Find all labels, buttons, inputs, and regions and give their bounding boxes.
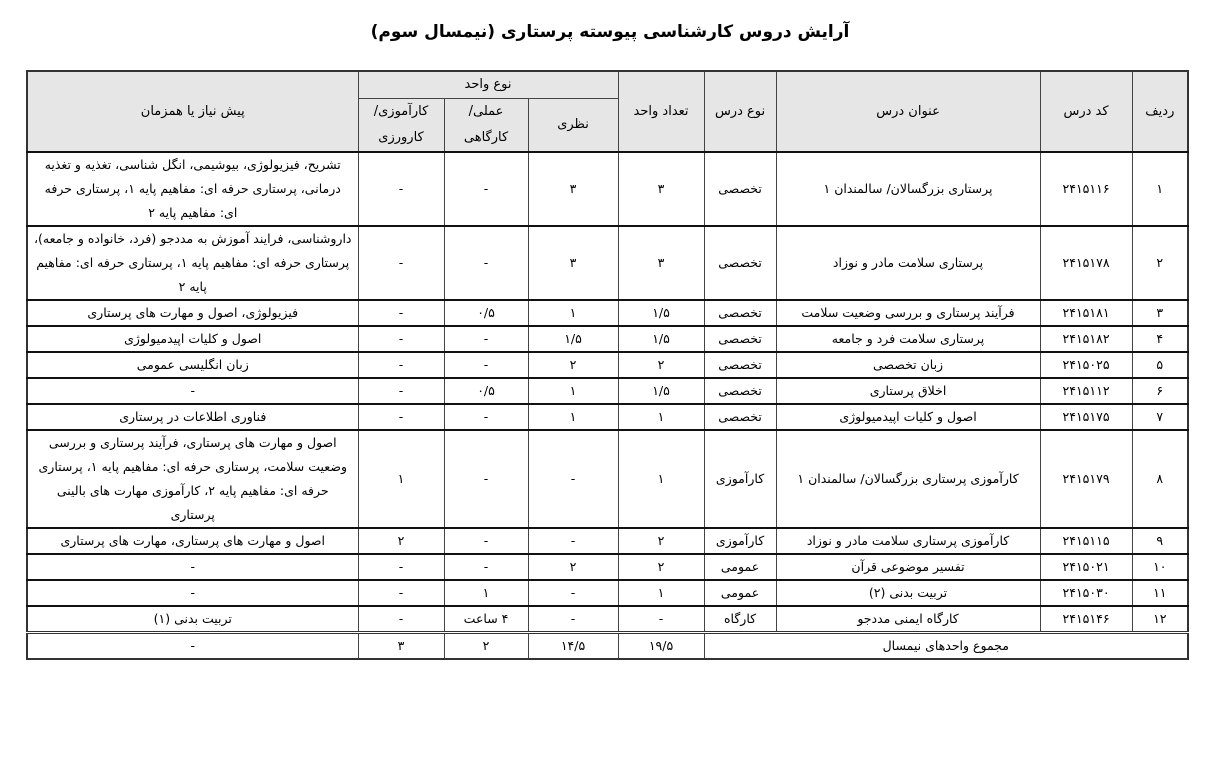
- table-row: [27, 606, 1188, 633]
- theory-units: -: [528, 606, 618, 633]
- row-number: ۸: [1132, 430, 1188, 528]
- course-title: زبان تخصصی: [776, 352, 1040, 378]
- header-units: تعداد واحد: [618, 71, 704, 152]
- internship-units: -: [358, 226, 444, 300]
- course-code: ۲۴۱۵۱۱۵: [1040, 528, 1132, 554]
- course-code: ۲۴۱۵۰۲۱: [1040, 554, 1132, 580]
- practical-units: -: [444, 430, 528, 528]
- prerequisite: زبان انگلیسی عمومی: [27, 352, 358, 378]
- header-course-type: نوع درس: [704, 71, 776, 152]
- course-title: اخلاق پرستاری: [776, 378, 1040, 404]
- total-prereq: -: [27, 633, 358, 660]
- row-number: ۳: [1132, 300, 1188, 326]
- unit-count: ۱/۵: [618, 378, 704, 404]
- unit-count: ۲: [618, 554, 704, 580]
- row-number: ۹: [1132, 528, 1188, 554]
- prerequisite: تشریح، فیزیولوژی، بیوشیمی، انگل شناسی، تغذیه و تغذیه درمانی، پرستاری حرفه ای: مفاهیم پایه ۱، پرستاری حرفه ای: مفاهیم پایه ۲: [27, 152, 358, 226]
- internship-units: -: [358, 378, 444, 404]
- theory-units: ۲: [528, 554, 618, 580]
- theory-units: -: [528, 580, 618, 606]
- course-type: عمومی: [704, 580, 776, 606]
- course-code: ۲۴۱۵۱۷۹: [1040, 430, 1132, 528]
- theory-units: ۱: [528, 404, 618, 430]
- prerequisite: اصول و کلیات اپیدمیولوژی: [27, 326, 358, 352]
- practical-units: -: [444, 528, 528, 554]
- table-row: [27, 554, 1188, 580]
- row-number: ۲: [1132, 226, 1188, 300]
- internship-units: -: [358, 300, 444, 326]
- row-number: ۶: [1132, 378, 1188, 404]
- theory-units: ۱: [528, 300, 618, 326]
- table-row: [27, 528, 1188, 554]
- course-title: اصول و کلیات اپیدمیولوژی: [776, 404, 1040, 430]
- course-title: پرستاری بزرگسالان/ سالمندان ۱: [776, 152, 1040, 226]
- course-type: تخصصی: [704, 152, 776, 226]
- internship-units: -: [358, 554, 444, 580]
- course-title: کارگاه ایمنی مددجو: [776, 606, 1040, 633]
- course-code: ۲۴۱۵۱۷۵: [1040, 404, 1132, 430]
- course-table: [26, 70, 1189, 660]
- table-row: [27, 352, 1188, 378]
- table-row: [27, 152, 1188, 226]
- theory-units: ۳: [528, 152, 618, 226]
- practical-units: ۴ ساعت: [444, 606, 528, 633]
- total-theory: ۱۴/۵: [528, 633, 618, 660]
- prerequisite: فیزیولوژی، اصول و مهارت های پرستاری: [27, 300, 358, 326]
- course-type: کارآموزی: [704, 528, 776, 554]
- row-number: ۱۲: [1132, 606, 1188, 633]
- prerequisite: داروشناسی، فرایند آموزش به مددجو (فرد، خانواده و جامعه)، پرستاری حرفه ای: مفاهیم پایه ۱، پرستاری حرفه ای: مفاهیم پایه ۲: [27, 226, 358, 300]
- practical-units: -: [444, 326, 528, 352]
- prerequisite: -: [27, 554, 358, 580]
- header-course-title: عنوان درس: [776, 71, 1040, 152]
- prerequisite: تربیت بدنی (۱): [27, 606, 358, 633]
- internship-units: -: [358, 606, 444, 633]
- unit-count: ۱: [618, 580, 704, 606]
- internship-units: -: [358, 326, 444, 352]
- header-internship: کارآموزی/ کارورزی: [358, 99, 444, 153]
- course-type: تخصصی: [704, 300, 776, 326]
- total-units: ۱۹/۵: [618, 633, 704, 660]
- internship-units: -: [358, 580, 444, 606]
- course-title: تربیت بدنی (۲): [776, 580, 1040, 606]
- course-code: ۲۴۱۵۱۱۲: [1040, 378, 1132, 404]
- course-code: ۲۴۱۵۱۸۲: [1040, 326, 1132, 352]
- header-practical: عملی/ کارگاهی: [444, 99, 528, 153]
- total-practical: ۲: [444, 633, 528, 660]
- unit-count: -: [618, 606, 704, 633]
- total-row: [27, 633, 1188, 660]
- row-number: ۴: [1132, 326, 1188, 352]
- course-title: کارآموزی پرستاری سلامت مادر و نوزاد: [776, 528, 1040, 554]
- internship-units: -: [358, 404, 444, 430]
- header-code: کد درس: [1040, 71, 1132, 152]
- page-title: آرایش دروس کارشناسی پیوسته پرستاری (نیمسال سوم): [370, 22, 850, 42]
- practical-units: -: [444, 226, 528, 300]
- course-code: ۲۴۱۵۱۸۱: [1040, 300, 1132, 326]
- theory-units: ۱/۵: [528, 326, 618, 352]
- practical-units: -: [444, 404, 528, 430]
- course-code: ۲۴۱۵۱۱۶: [1040, 152, 1132, 226]
- course-title: پرستاری سلامت فرد و جامعه: [776, 326, 1040, 352]
- practical-units: -: [444, 152, 528, 226]
- prerequisite: فناوری اطلاعات در پرستاری: [27, 404, 358, 430]
- course-type: تخصصی: [704, 226, 776, 300]
- prerequisite: اصول و مهارت های پرستاری، مهارت های پرستاری: [27, 528, 358, 554]
- theory-units: ۲: [528, 352, 618, 378]
- course-type: کارآموزی: [704, 430, 776, 528]
- course-title: فرآیند پرستاری و بررسی وضعیت سلامت: [776, 300, 1040, 326]
- row-number: ۱۱: [1132, 580, 1188, 606]
- course-type: تخصصی: [704, 352, 776, 378]
- header-theory: نظری: [528, 99, 618, 153]
- table-row: [27, 326, 1188, 352]
- row-number: ۷: [1132, 404, 1188, 430]
- course-type: عمومی: [704, 554, 776, 580]
- unit-count: ۱/۵: [618, 326, 704, 352]
- header-prereq: پیش نیاز یا همزمان: [27, 71, 358, 152]
- practical-units: -: [444, 352, 528, 378]
- course-title: کارآموزی پرستاری بزرگسالان/ سالمندان ۱: [776, 430, 1040, 528]
- prerequisite: -: [27, 580, 358, 606]
- prerequisite: -: [27, 378, 358, 404]
- unit-count: ۲: [618, 528, 704, 554]
- row-number: ۱۰: [1132, 554, 1188, 580]
- unit-count: ۱/۵: [618, 300, 704, 326]
- table-row: [27, 300, 1188, 326]
- practical-units: ۰/۵: [444, 300, 528, 326]
- row-number: ۱: [1132, 152, 1188, 226]
- prerequisite: اصول و مهارت های پرستاری، فرآیند پرستاری و بررسی وضعیت سلامت، پرستاری حرفه ای: مفاهیم پایه ۱، پرستاری حرفه ای: مفاهیم پایه ۲، کارآموزی مهارت های بالینی پرستاری: [27, 430, 358, 528]
- theory-units: -: [528, 528, 618, 554]
- course-title: تفسیر موضوعی قرآن: [776, 554, 1040, 580]
- course-type: تخصصی: [704, 326, 776, 352]
- table-row: [27, 378, 1188, 404]
- course-code: ۲۴۱۵۰۲۵: [1040, 352, 1132, 378]
- internship-units: ۱: [358, 430, 444, 528]
- theory-units: ۱: [528, 378, 618, 404]
- total-label: مجموع واحدهای نیمسال: [704, 633, 1188, 660]
- theory-units: ۳: [528, 226, 618, 300]
- course-code: ۲۴۱۵۱۷۸: [1040, 226, 1132, 300]
- course-type: تخصصی: [704, 404, 776, 430]
- table-row: [27, 226, 1188, 300]
- unit-count: ۳: [618, 152, 704, 226]
- table-row: [27, 580, 1188, 606]
- practical-units: -: [444, 554, 528, 580]
- course-code: ۲۴۱۵۰۳۰: [1040, 580, 1132, 606]
- table-row: [27, 430, 1188, 528]
- unit-count: ۲: [618, 352, 704, 378]
- table-row: [27, 404, 1188, 430]
- course-title: پرستاری سلامت مادر و نوزاد: [776, 226, 1040, 300]
- header-row-no: ردیف: [1132, 71, 1188, 152]
- total-internship: ۳: [358, 633, 444, 660]
- row-number: ۵: [1132, 352, 1188, 378]
- course-type: کارگاه: [704, 606, 776, 633]
- course-type: تخصصی: [704, 378, 776, 404]
- practical-units: ۱: [444, 580, 528, 606]
- theory-units: -: [528, 430, 618, 528]
- internship-units: -: [358, 352, 444, 378]
- unit-count: ۱: [618, 404, 704, 430]
- course-code: ۲۴۱۵۱۴۶: [1040, 606, 1132, 633]
- practical-units: ۰/۵: [444, 378, 528, 404]
- internship-units: ۲: [358, 528, 444, 554]
- unit-count: ۱: [618, 430, 704, 528]
- unit-count: ۳: [618, 226, 704, 300]
- internship-units: -: [358, 152, 444, 226]
- header-unit-type: نوع واحد: [358, 71, 618, 99]
